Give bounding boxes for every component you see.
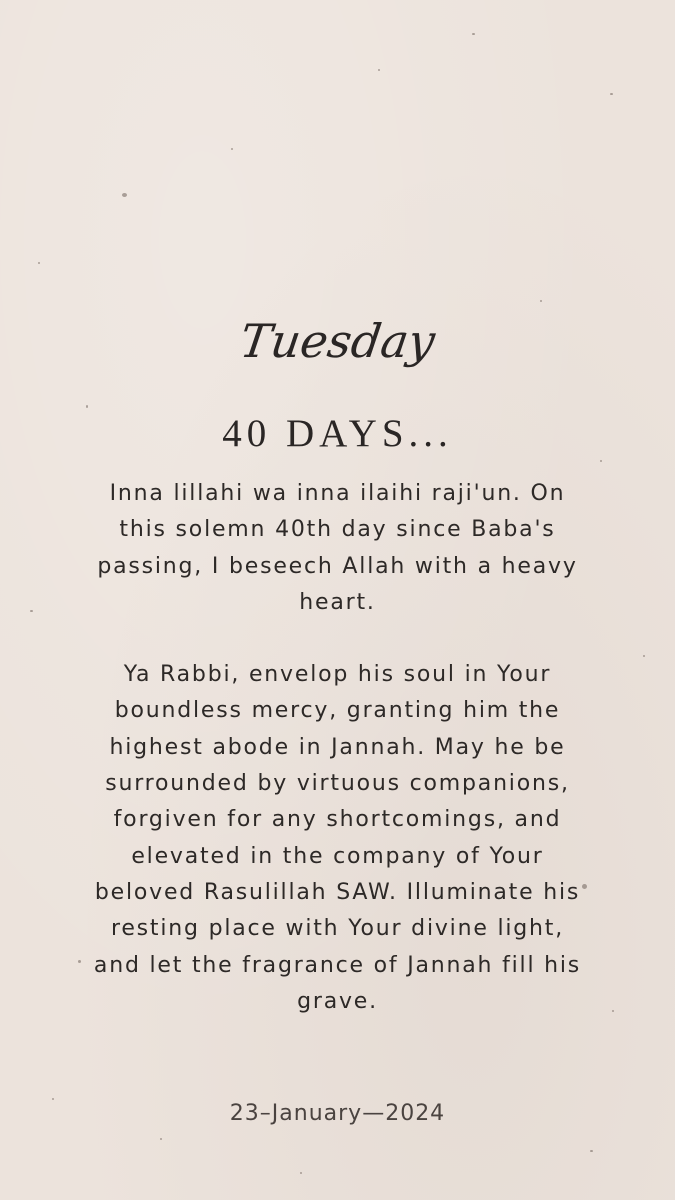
prayer-paragraph-1: Inna lillahi wa inna ilaihi raji'un. On this solemn 40th day since Baba's passing, I beseech Allah with a heavy heart.	[97, 481, 578, 615]
paragraph-spacer	[90, 621, 585, 657]
day-title: Tuesday	[236, 314, 439, 368]
paper-speck	[378, 69, 380, 71]
paper-speck	[610, 93, 613, 95]
prayer-text	[90, 476, 585, 1020]
paper-speck	[643, 655, 645, 657]
prayer-paragraph-2: Ya Rabbi, envelop his soul in Your boundless mercy, granting him the highest abode in Jannah. May he be surrounded by virtuous companions, forgiven for any shortcomings, and elevated in the company of Your beloved Rasulillah SAW. Illuminate his resting place with Your divine light, and let the fragrance of Jannah fill his grave.	[93, 662, 582, 1014]
paper-speck	[600, 460, 602, 462]
paper-speck	[472, 33, 475, 35]
paper-speck	[231, 148, 233, 150]
paper-speck	[38, 262, 40, 264]
paper-speck	[122, 193, 127, 197]
paper-speck	[540, 300, 542, 302]
paper-speck	[612, 1010, 614, 1012]
page-title: 40 DAYS...	[222, 412, 453, 455]
paper-speck	[160, 1138, 162, 1140]
paper-speck	[78, 960, 81, 963]
date-text: 23–January—2024	[229, 1101, 446, 1126]
paper-speck	[30, 610, 33, 612]
paper-speck	[590, 1150, 593, 1152]
paper-speck	[300, 1172, 302, 1174]
